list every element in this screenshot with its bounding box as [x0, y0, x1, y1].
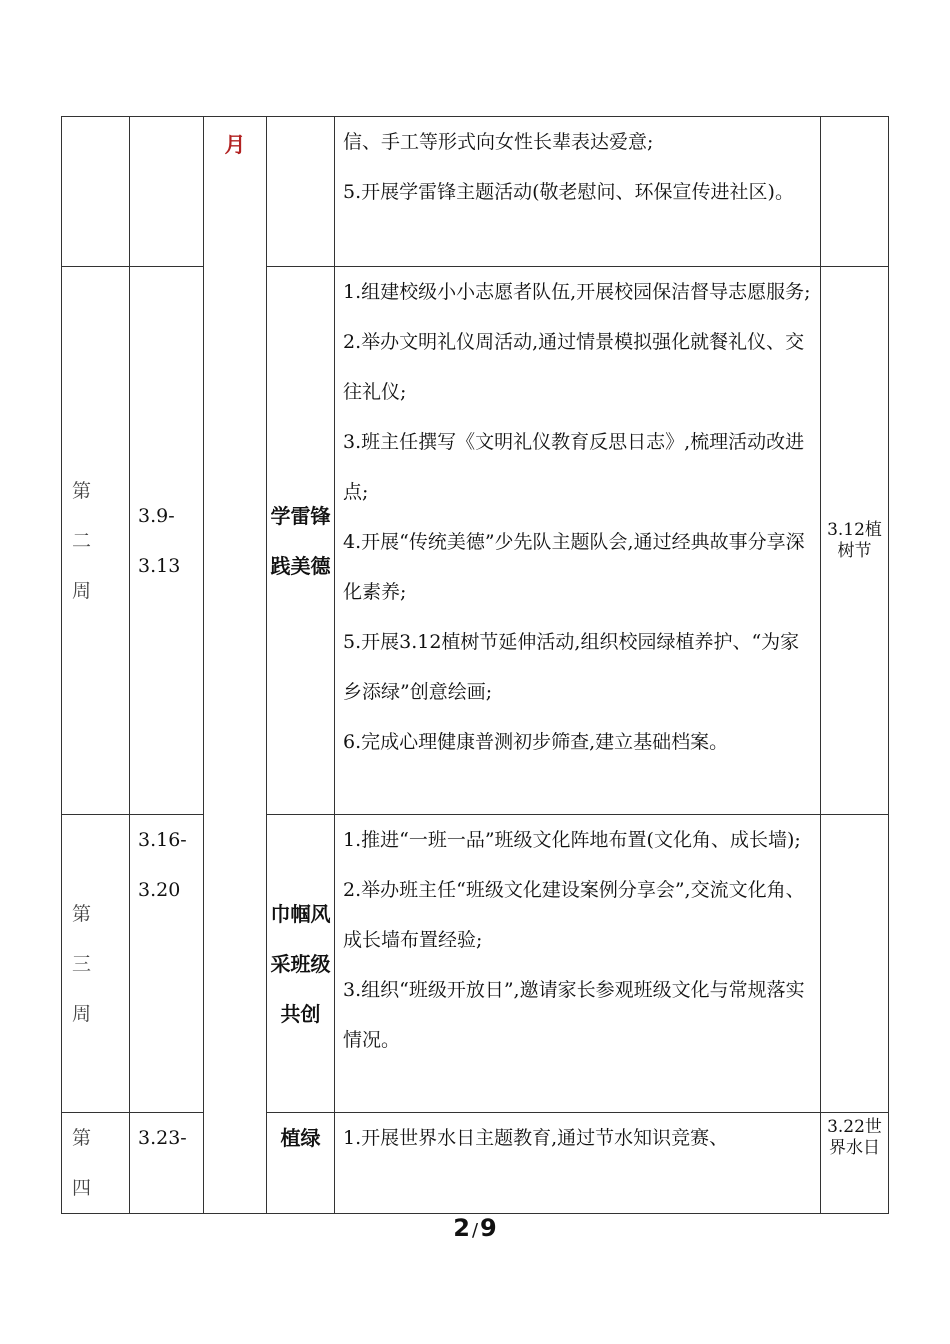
date-cell: 3.9-3.13 — [130, 267, 204, 815]
festival-cell — [821, 815, 889, 1113]
date-cell: 3.16-3.20 — [130, 815, 204, 1113]
table-row — [62, 117, 889, 267]
content-item: 4.开展“传统美德”少先队主题队会,通过经典故事分享深化素养; — [343, 531, 805, 603]
date-cell: 3.23- — [130, 1113, 204, 1214]
theme-cell: 植绿 — [267, 1113, 335, 1214]
festival-cell: 3.22世界水日 — [821, 1113, 889, 1214]
content-item: 3.班主任撰写《文明礼仪教育反思日志》,梳理活动改进点; — [343, 431, 805, 503]
festival-cell — [821, 117, 889, 267]
content-item: 5.开展3.12植树节延伸活动,组织校园绿植养护、“为家乡添绿”创意绘画; — [343, 631, 800, 703]
content-cell — [335, 1113, 821, 1214]
page-number — [0, 1214, 950, 1242]
schedule-table — [61, 116, 889, 1214]
content-cell — [335, 267, 821, 815]
week-cell: 第四 — [62, 1113, 130, 1214]
festival-cell: 3.12植树节 — [821, 267, 889, 815]
week-cell: 第三周 — [62, 815, 130, 1113]
table-row — [62, 1113, 889, 1214]
content-item: 6.完成心理健康普测初步筛查,建立基础档案。 — [343, 731, 729, 753]
theme-cell: 学雷锋践美德 — [267, 267, 335, 815]
date-cell — [130, 117, 204, 267]
week-cell — [62, 117, 130, 267]
content-item: 1.开展世界水日主题教育,通过节水知识竞赛、 — [343, 1127, 729, 1149]
content-item: 1.组建校级小小志愿者队伍,开展校园保洁督导志愿服务; — [343, 281, 811, 303]
page-current: 2 — [453, 1214, 470, 1242]
content-item: 3.组织“班级开放日”,邀请家长参观班级文化与常规落实情况。 — [343, 979, 805, 1051]
theme-cell — [267, 117, 335, 267]
content-cell — [335, 117, 821, 267]
content-cell — [335, 815, 821, 1113]
content-item: 2.举办文明礼仪周活动,通过情景模拟强化就餐礼仪、交往礼仪; — [343, 331, 805, 403]
table-row — [62, 815, 889, 1113]
theme-cell: 巾帼风采班级共创 — [267, 815, 335, 1113]
content-item: 5.开展学雷锋主题活动(敬老慰问、环保宣传进社区)。 — [343, 181, 794, 203]
page-total: 9 — [480, 1214, 497, 1242]
month-cell: 月 — [204, 117, 267, 1214]
week-cell: 第二周 — [62, 267, 130, 815]
content-item: 2.举办班主任“班级文化建设案例分享会”,交流文化角、成长墙布置经验; — [343, 879, 805, 951]
content-item: 1.推进“一班一品”班级文化阵地布置(文化角、成长墙); — [343, 829, 801, 851]
table-row — [62, 267, 889, 815]
page-separator: / — [471, 1220, 479, 1241]
content-item: 信、手工等形式向女性长辈表达爱意; — [343, 131, 654, 153]
